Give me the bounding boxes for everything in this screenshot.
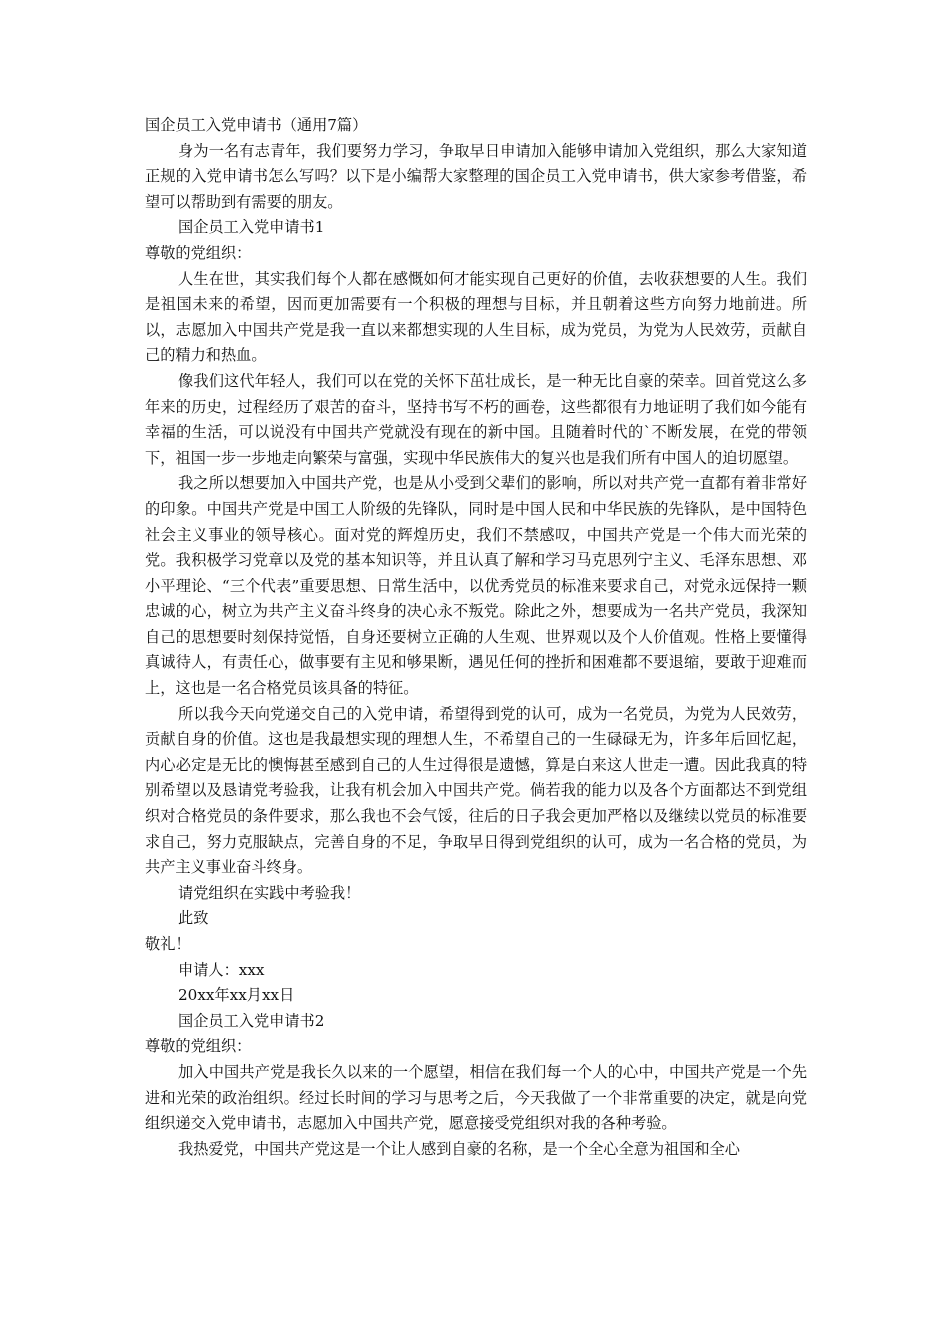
letter-1-paragraph: 像我们这代年轻人，我们可以在党的关怀下茁壮成长，是一种无比自豪的荣幸。回首党这么多年来的历史，过程经历了艰苦的奋斗，坚持书写不朽的画卷，这些都很有力地证明了我们如今能有幸福的生活，可以说没有中国共产党就没有现在的新中国。且随着时代的`不断发展，在党的带领下，祖国一步一步地走向繁荣与富强，实现中华民族伟大的复兴也是我们所有中国人的迫切愿望。 — [145, 371, 807, 467]
letter-1-salutation: 尊敬的党组织： — [145, 243, 252, 262]
letter-1-paragraph: 人生在世，其实我们每个人都在感慨如何才能实现自己更好的价值，去收获想要的人生。我们是祖国未来的希望，因而更加需要有一个积极的理想与目标，并且朝着这些方向努力地前进。所以，志愿加入中国共产党是我一直以来都想实现的人生目标，成为党员，为党为人民效劳，贡献自己的精力和热血。 — [145, 269, 807, 365]
letter-2-paragraph: 我热爱党，中国共产党这是一个让人感到自豪的名称，是一个全心全意为祖国和全心 — [178, 1139, 740, 1158]
letter-1-cizhi: 此致 — [178, 909, 209, 928]
letter-1-heading: 国企员工入党申请书1 — [178, 218, 325, 237]
letter-2-heading: 国企员工入党申请书2 — [178, 1011, 325, 1030]
letter-1-applicant: 申请人：xxx — [178, 960, 265, 979]
letter-1-paragraph: 我之所以想要加入中国共产党，也是从小受到父辈们的影响，所以对共产党一直都有着非常好的印象。中国共产党是中国工人阶级的先锋队，同时是中国人民和中华民族的先锋队，是中国特色社会主义事业的领导核心。面对党的辉煌历史，我们不禁感叹，中国共产党是一个伟大而光荣的党。我积极学习党章以及党的基本知识等，并且认真了解和学习马克思列宁主义、毛泽东思想、邓小平理论、“三个代表”重要思想、日常生活中，以优秀党员的标准来要求自己，对党永远保持一颗忠诚的心，树立为共产主义奋斗终身的决心永不叛党。除此之外，想要成为一名共产党员，我深知自己的思想要时刻保持觉悟，自身还要树立正确的人生观、世界观以及个人价值观。性格上要懂得真诚待人，有责任心，做事要有主见和够果断，遇见任何的挫折和困难都不要退缩，要敢于迎难而上，这也是一名合格党员该具备的特征。 — [145, 474, 807, 698]
letter-1-date: 20xx年xx月xx日 — [178, 986, 295, 1005]
letter-2-salutation: 尊敬的党组织： — [145, 1037, 252, 1056]
letter-2-paragraph: 加入中国共产党是我长久以来的一个愿望，相信在我们每一个人的心中，中国共产党是一个先进和光荣的政治组织。经过长时间的学习与思考之后，今天我做了一个非常重要的决定，就是向党组织递交入党申请书，志愿加入中国共产党，愿意接受党组织对我的各种考验。 — [145, 1062, 807, 1133]
intro-paragraph: 身为一名有志青年，我们要努力学习，争取早日申请加入能够申请加入党组织，那么大家知道正规的入党申请书怎么写吗？以下是小编帮大家整理的国企员工入党申请书，供大家参考借鉴，希望可以帮助到有需要的朋友。 — [145, 141, 807, 211]
document-title: 国企员工入党申请书（通用7篇） — [145, 116, 368, 134]
document-page — [145, 113, 807, 1162]
letter-1-closing-request: 请党组织在实践中考验我！ — [178, 883, 361, 902]
letter-1-paragraph: 所以我今天向党递交自己的入党申请，希望得到党的认可，成为一名党员，为党为人民效劳，贡献自身的价值。这也是我最想实现的理想人生，不希望自己的一生碌碌无为，许多年后回忆起，内心必定是无比的懊悔甚至感到自己的人生过得很是遗憾，算是白来这人世走一遭。因此我真的特别希望以及恳请党考验我，让我有机会加入中国共产党。倘若我的能力以及各个方面都达不到党组织对合格党员的条件要求，那么我也不会气馁，往后的日子我会更加严格以及继续以党员的标准要求自己，努力克服缺点，完善自身的不足，争取早日得到党组织的认可，成为一名合格的党员，为共产主义事业奋斗终身。 — [145, 704, 807, 877]
letter-1-jingli: 敬礼！ — [145, 935, 191, 953]
